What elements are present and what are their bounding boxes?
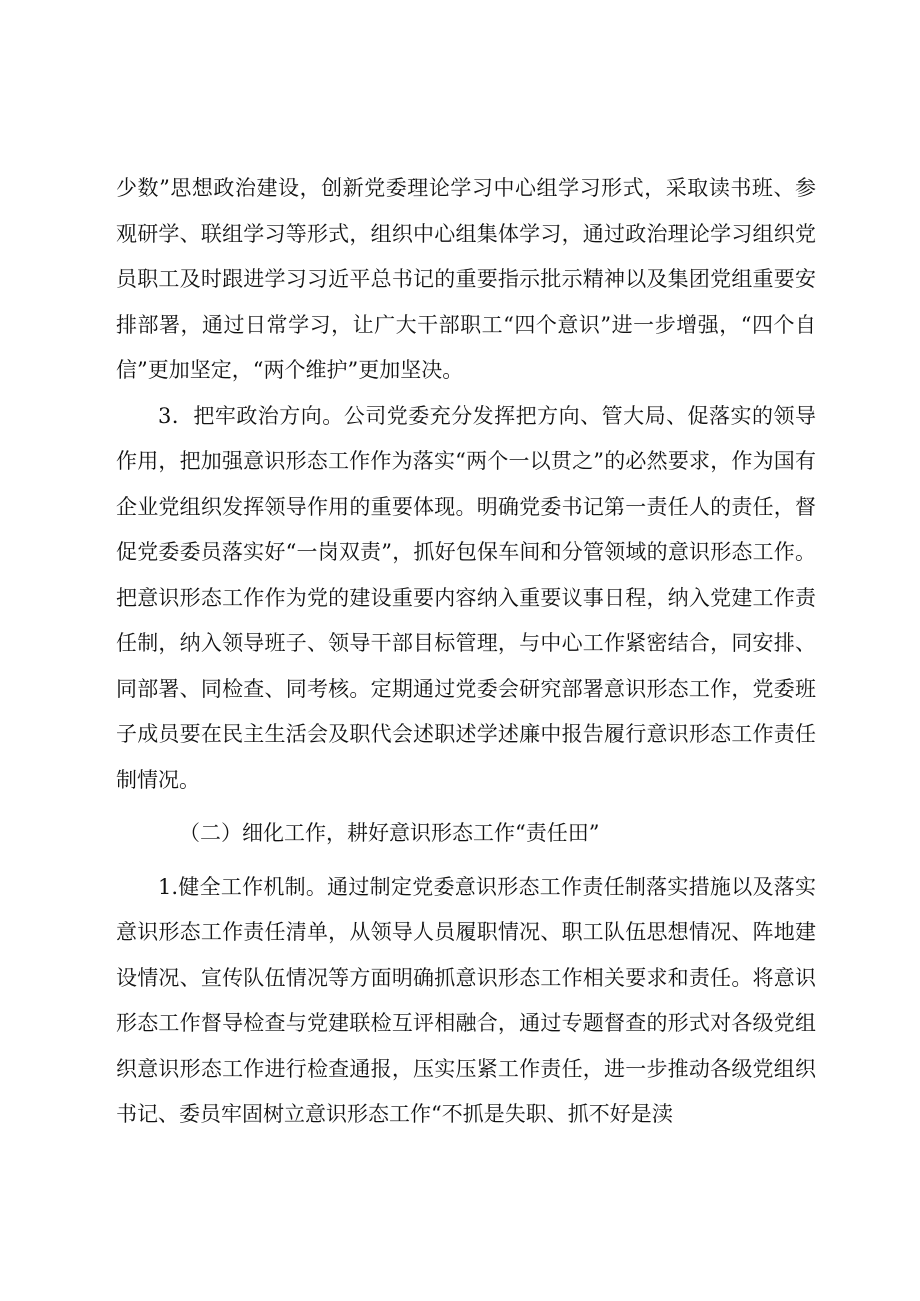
document-body <box>116 166 816 1138</box>
section-heading: （二）细化工作，耕好意识形态工作“责任田” <box>179 821 600 845</box>
paragraph-work-mechanism: 1.健全工作机制。通过制定党委意识形态工作责任制落实措施以及落实意识形态工作责任清单，从领导人员履职情况、职工队伍思想情况、阵地建设情况、宣传队伍情况等方面明确抓意识形态工作相关要求和责任。将意识形态工作督导检查与党建联检互评相融合，通过专题督查的形式对各级党组织意识形态工作进行检查通报，压实压紧工作责任，进一步推动各级党组织书记、委员牢固树立意识形态工作“不抓是失职、抓不好是渎 <box>116 874 816 1126</box>
paragraph-continuation: 少数”思想政治建设，创新党委理论学习中心组学习形式，采取读书班、参观研学、联组学习等形式，组织中心组集体学习，通过政治理论学习组织党员职工及时跟进学习习近平总书记的重要指示批示精神以及集团党组重要安排部署，通过日常学习，让广大干部职工“四个意识”进一步增强，“四个自信”更加坚定，“两个维护”更加坚决。 <box>116 176 816 382</box>
paragraph-political-direction: 3．把牢政治方向。公司党委充分发挥把方向、管大局、促落实的领导作用，把加强意识形态工作作为落实“两个一以贯之”的必然要求，作为国有企业党组织发挥领导作用的重要体现。明确党委书记第一责任人的责任，督促党委委员落实好“一岗双责”，抓好包保车间和分管领域的意识形态工作。把意识形态工作作为党的建设重要内容纳入重要议事日程，纳入党建工作责任制，纳入领导班子、领导干部目标管理，与中心工作紧密结合，同安排、同部署、同检查、同考核。定期通过党委会研究部署意识形态工作，党委班子成员要在民主生活会及职代会述职述学述廉中报告履行意识形态工作责任制情况。 <box>116 403 816 792</box>
